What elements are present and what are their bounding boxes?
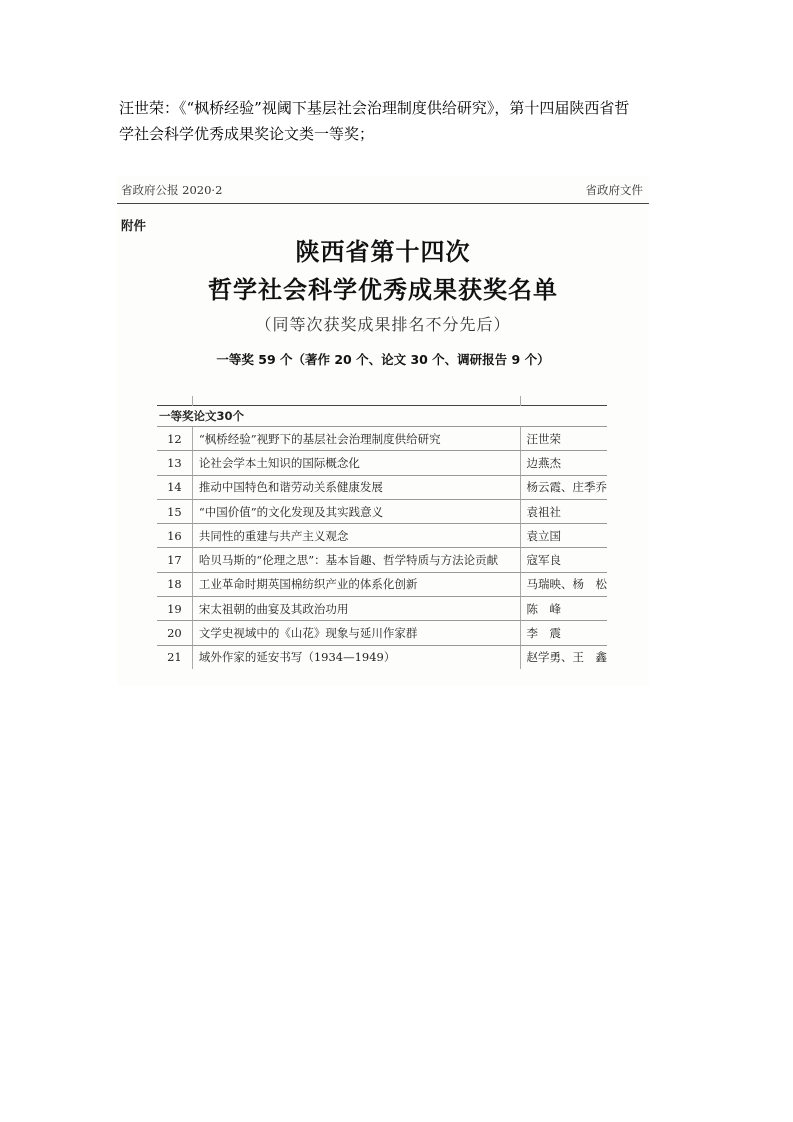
work-title: 域外作家的延安书写（1934—1949） [192, 645, 520, 669]
table-row [157, 524, 607, 548]
author-name: 边燕杰 [520, 451, 607, 475]
work-title: 宋太祖朝的曲宴及其政治功用 [192, 597, 520, 621]
section-header-row [157, 406, 607, 427]
row-number: 21 [157, 645, 192, 669]
table-row [157, 427, 607, 451]
author-name: 汪世荣 [520, 427, 607, 451]
work-title: “中国价值”的文化发现及其实践意义 [192, 499, 520, 523]
row-number: 16 [157, 524, 192, 548]
work-title: 推动中国特色和谐劳动关系健康发展 [192, 475, 520, 499]
row-number: 15 [157, 499, 192, 523]
award-summary: 一等奖 59 个（著作 20 个、论文 30 个、调研报告 9 个） [216, 352, 550, 367]
row-number: 13 [157, 451, 192, 475]
table-row [157, 451, 607, 475]
attachment-label: 附件 [121, 218, 147, 233]
table-row [157, 597, 607, 621]
table-row [157, 548, 607, 572]
intro-line-2: 学社会科学优秀成果奖论文类一等奖； [119, 125, 375, 143]
scanned-document [117, 176, 649, 686]
document-title-line-1: 陕西省第十四次 [295, 238, 471, 266]
table-row [157, 621, 607, 645]
work-title: 论社会学本土知识的国际概念化 [192, 451, 520, 475]
document-subtitle: （同等次获奖成果排名不分先后） [255, 315, 511, 334]
work-title: 工业革命时期英国棉纺织产业的体系化创新 [192, 572, 520, 596]
work-title: 共同性的重建与共产主义观念 [192, 524, 520, 548]
header-rule [117, 203, 649, 204]
document-title-line-2: 哲学社会科学优秀成果获奖名单 [208, 276, 558, 304]
author-name: 李 震 [520, 621, 607, 645]
row-number: 12 [157, 427, 192, 451]
table-top-spacer [157, 396, 607, 406]
author-name: 袁祖社 [520, 499, 607, 523]
document-category: 省政府文件 [585, 183, 643, 197]
author-name: 寇军良 [520, 548, 607, 572]
section-label: 一等奖论文30个 [157, 406, 607, 427]
work-title: 哈贝马斯的“伦理之思”：基本旨趣、哲学特质与方法论贡献 [192, 548, 520, 572]
table-row [157, 572, 607, 596]
table-row [157, 475, 607, 499]
row-number: 19 [157, 597, 192, 621]
row-number: 17 [157, 548, 192, 572]
author-name: 杨云霞、庄季乔 [520, 475, 607, 499]
intro-paragraph [119, 95, 679, 147]
author-name: 袁立国 [520, 524, 607, 548]
author-name: 马瑞映、杨 松 [520, 572, 607, 596]
intro-line-1: 汪世荣：《“枫桥经验”视阈下基层社会治理制度供给研究》，第十四届陕西省哲 [119, 99, 630, 117]
table-row [157, 499, 607, 523]
row-number: 20 [157, 621, 192, 645]
work-title: “枫桥经验”视野下的基层社会治理制度供给研究 [192, 427, 520, 451]
row-number: 18 [157, 572, 192, 596]
author-name: 赵学勇、王 鑫 [526, 650, 607, 665]
work-title: 文学史视域中的《山花》现象与延川作家群 [192, 621, 520, 645]
gazette-header: 省政府公报 2020·2 [121, 183, 223, 197]
row-number: 14 [157, 475, 192, 499]
author-name: 陈 峰 [520, 597, 607, 621]
award-table [157, 396, 607, 669]
table-row [157, 645, 607, 669]
